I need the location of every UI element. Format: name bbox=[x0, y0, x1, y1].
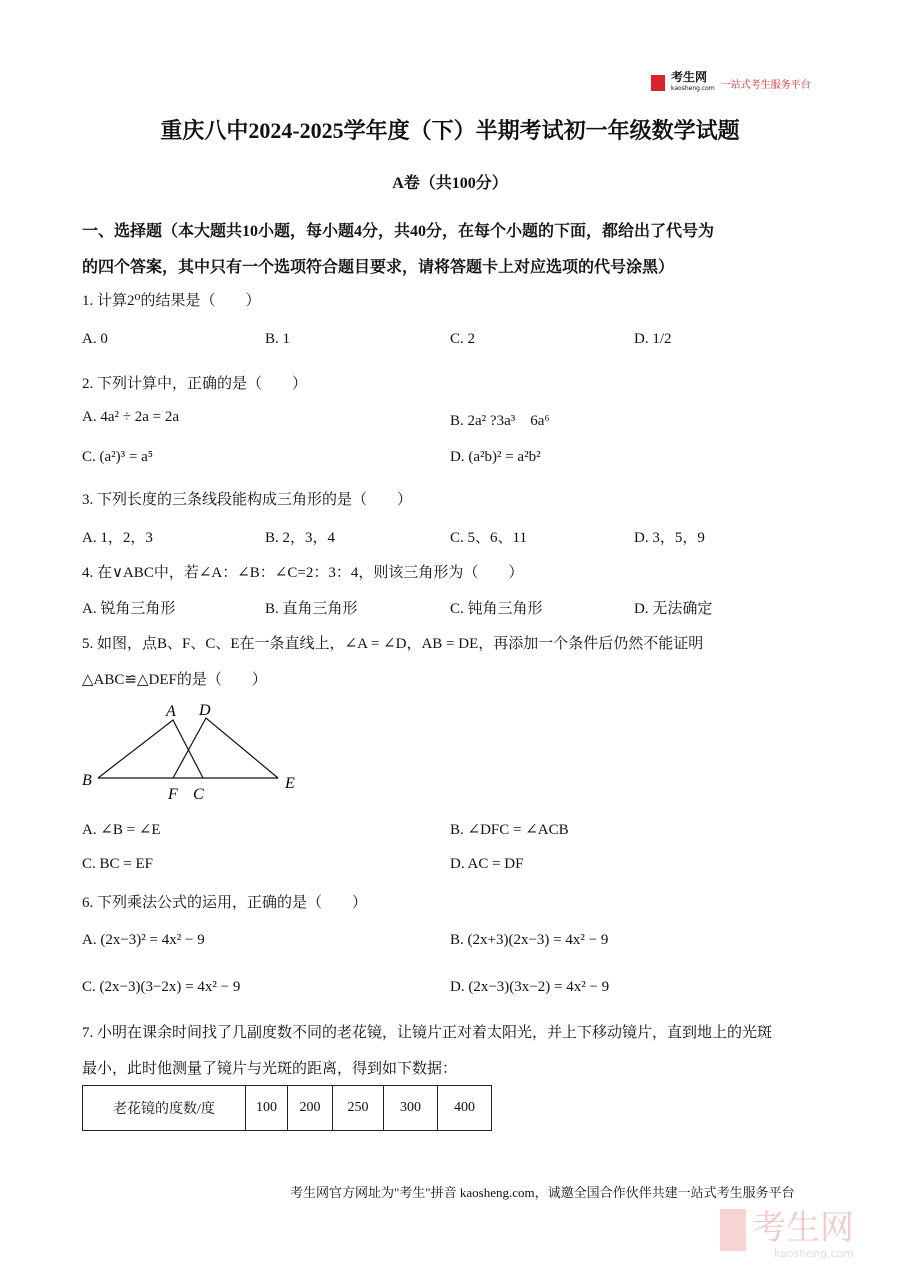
q2-option-d: D. (a²b)² = a²b² bbox=[450, 449, 541, 465]
q6-option-a: A. (2x−3)² = 4x² − 9 bbox=[82, 932, 205, 948]
table-header-cell: 老花镜的度数/度 bbox=[83, 1086, 246, 1131]
paper-subtitle: A卷（共100分） bbox=[392, 175, 508, 192]
q5-stem-line1: 5. 如图，点B、F、C、E在一条直线上，∠A = ∠D，AB = DE，再添加一个条件后仍然不能证明 bbox=[82, 636, 704, 652]
label-c: C bbox=[193, 786, 204, 803]
q3-option-b: B. 2，3，4 bbox=[265, 530, 336, 546]
q7-stem-line2: 最小，此时他测量了镜片与光斑的距离，得到如下数据： bbox=[82, 1061, 458, 1077]
triangle-def bbox=[173, 718, 278, 778]
section-heading-line1: 一、选择题（本大题共10小题，每小题4分，共40分，在每个小题的下面，都给出了代号为 bbox=[82, 223, 715, 240]
table-row bbox=[83, 1086, 492, 1131]
q1-option-b: B. 1 bbox=[265, 331, 291, 347]
table-cell: 250 bbox=[333, 1086, 384, 1131]
q5-triangle-figure bbox=[78, 698, 308, 808]
q5-stem-line2: △ABC≌△DEF的是（ ） bbox=[82, 672, 267, 688]
q3-option-c: C. 5、6、11 bbox=[450, 530, 527, 546]
q6-stem: 6. 下列乘法公式的运用，正确的是（ ） bbox=[82, 895, 368, 911]
watermark-domain: kaosheng.com bbox=[773, 1246, 854, 1260]
table-cell: 300 bbox=[384, 1086, 438, 1131]
watermark-name: 考生网 bbox=[752, 1208, 854, 1248]
triangle-abc bbox=[98, 720, 203, 778]
q7-stem-line1: 7. 小明在课余时间找了几副度数不同的老花镜，让镜片正对着太阳光，并上下移动镜片，直到地上的光斑 bbox=[82, 1025, 773, 1041]
q4-option-a: A. 锐角三角形 bbox=[82, 601, 176, 617]
logo-mark-icon bbox=[651, 75, 665, 91]
q5-option-b: B. ∠DFC = ∠ACB bbox=[450, 822, 569, 838]
section-heading-line2: 的四个答案，其中只有一个选项符合题目要求，请将答题卡上对应选项的代号涂黑） bbox=[82, 259, 675, 276]
page-title: 重庆八中2024-2025学年度（下）半期考试初一年级数学试题 bbox=[160, 118, 740, 143]
footer-text: 考生网官方网址为"考生"拼音 kaosheng.com，诚邀全国合作伙伴共建一站式考生服务平台 bbox=[290, 1185, 795, 1200]
table-cell: 200 bbox=[288, 1086, 333, 1131]
q4-option-d: D. 无法确定 bbox=[634, 601, 713, 617]
label-a: A bbox=[166, 703, 176, 720]
table-cell: 400 bbox=[438, 1086, 492, 1131]
logo-name: 考生网 bbox=[671, 70, 708, 84]
watermark-logo bbox=[720, 1200, 854, 1260]
logo-slogan: 一站式考生服务平台 bbox=[720, 79, 811, 91]
q1-stem: 1. 计算2⁰的结果是（ ） bbox=[82, 293, 261, 309]
q4-option-c: C. 钝角三角形 bbox=[450, 601, 543, 617]
q5-option-c: C. BC = EF bbox=[82, 856, 153, 872]
label-d: D bbox=[199, 702, 211, 719]
table-cell: 100 bbox=[246, 1086, 288, 1131]
kaosheng-logo bbox=[651, 72, 811, 94]
q4-stem: 4. 在∨ABC中，若∠A：∠B：∠C=2：3：4，则该三角形为（ ） bbox=[82, 565, 524, 581]
q4-option-b: B. 直角三角形 bbox=[265, 601, 358, 617]
logo-domain: kaosheng.com bbox=[671, 85, 715, 92]
q2-option-c: C. (a²)³ = a⁵ bbox=[82, 449, 153, 465]
q2-option-b: B. 2a² ?3a³ 6a⁶ bbox=[450, 413, 550, 429]
q2-stem: 2. 下列计算中，正确的是（ ） bbox=[82, 376, 308, 392]
q3-option-a: A. 1，2，3 bbox=[82, 530, 153, 546]
q1-option-d: D. 1/2 bbox=[634, 331, 672, 347]
label-f: F bbox=[168, 786, 178, 803]
q1-option-c: C. 2 bbox=[450, 331, 476, 347]
q6-option-d: D. (2x−3)(3x−2) = 4x² − 9 bbox=[450, 979, 610, 995]
q5-option-a: A. ∠B = ∠E bbox=[82, 822, 161, 838]
q3-stem: 3. 下列长度的三条线段能构成三角形的是（ ） bbox=[82, 492, 413, 508]
label-e: E bbox=[285, 775, 295, 792]
q7-data-table bbox=[82, 1085, 492, 1131]
q6-option-b: B. (2x+3)(2x−3) = 4x² − 9 bbox=[450, 932, 609, 948]
q2-option-a: A. 4a² ÷ 2a = 2a bbox=[82, 409, 179, 425]
q6-option-c: C. (2x−3)(3−2x) = 4x² − 9 bbox=[82, 979, 241, 995]
q1-option-a: A. 0 bbox=[82, 331, 108, 347]
q3-option-d: D. 3，5，9 bbox=[634, 530, 705, 546]
watermark-mark-icon bbox=[720, 1209, 746, 1251]
q5-option-d: D. AC = DF bbox=[450, 856, 524, 872]
label-b: B bbox=[82, 772, 92, 789]
